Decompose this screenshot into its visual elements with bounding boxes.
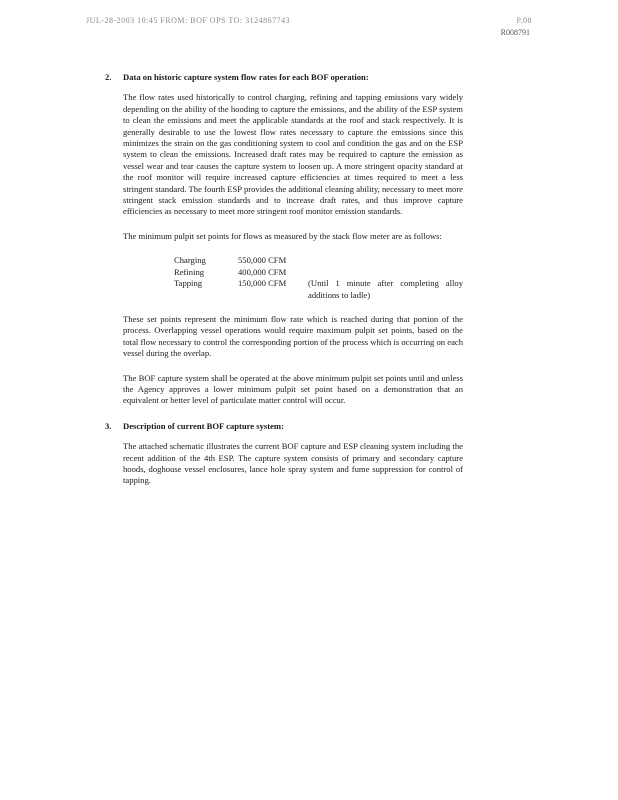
section-heading <box>105 421 463 432</box>
setpoint-row <box>174 267 463 278</box>
paragraph-capture-system: The attached schematic illustrates the current BOF capture and ESP cleaning system including the recent addition of the 4th ESP. The capture system consists of primary and secondary capture hoods, doghouse vessel enclosures, lance hole spray system and fume suppression for control of tapping. <box>123 441 463 486</box>
setpoint-operation: Refining <box>174 266 205 277</box>
setpoint-operation: Charging <box>174 255 206 266</box>
section-capture-system <box>105 421 463 487</box>
section-flow-rates <box>105 72 463 407</box>
paragraph-setpoints-explanation: These set points represent the minimum flow rate which is reached during that portion of the process. Overlapping vessel operations would require maximum pulpit set points, based on the total flow necessary to control the corresponding portion of the process which is occurring on each vessel during the overlap. <box>123 313 463 359</box>
setpoint-value: 150,000 CFM <box>238 278 287 289</box>
section-title: Description of current BOF capture system: <box>123 420 284 431</box>
paragraph-setpoints-intro: The minimum pulpit set points for flows as measured by the stack flow meter are as follows: <box>123 230 442 241</box>
setpoint-value: 550,000 CFM <box>238 255 287 266</box>
section-number: 3. <box>105 420 112 431</box>
section-title: Data on historic capture system flow rates for each BOF operation: <box>123 72 369 82</box>
fax-header <box>86 16 532 30</box>
paragraph-agency-approval: The BOF capture system shall be operated at the above minimum pulpit set points until and unless the Agency approves a lower minimum pulpit set point based on a demonstration that an equivalent or better level of particulate matter control will occur. <box>123 372 463 406</box>
fax-transmission-line: JUL-28-2003 10:45 FROM: BOF OPS TO: 3124867743 <box>86 16 291 25</box>
setpoint-row <box>174 278 463 301</box>
document-number: R008791 <box>500 28 530 37</box>
section-number: 2. <box>105 72 112 82</box>
fax-page-number: P.08 <box>516 16 532 25</box>
setpoint-note <box>308 255 463 266</box>
setpoint-note <box>308 267 463 278</box>
setpoints-table <box>174 255 463 301</box>
setpoint-operation: Tapping <box>174 278 203 289</box>
document-body <box>105 72 463 501</box>
section-heading <box>105 72 463 83</box>
setpoint-note: (Until 1 minute after completing alloy additions to ladle) <box>308 278 463 300</box>
setpoint-row <box>174 255 463 266</box>
paragraph-flow-rates-history: The flow rates used historically to control charging, refining and tapping emissions vary widely depending on the ability of the hooding to capture the emissions, and the ability of the ESP system to clean the emissions and meet the applicable standards at the roof and stack respectively. It is generally desirable to use the lowest flow rates necessary to capture the emissions since this minimizes the strain on the gas conditioning system to cool and condition the gas and on the ESP system to clean the emissions. Increased draft rates may be required to capture the emission as vessel wear and tear causes the capture system to loosen up. A more stringent opacity standard at the roof monitor will require increased capture efficiencies at times required to meet a less stringent standard. The fourth ESP provides the additional cleaning ability, necessary to meet more stringent stack emission standards and to increase draft rates, and thus improve capture efficiencies as necessary to meet more stringent roof monitor emission standards. <box>123 92 463 217</box>
setpoint-value: 400,000 CFM <box>238 266 287 277</box>
